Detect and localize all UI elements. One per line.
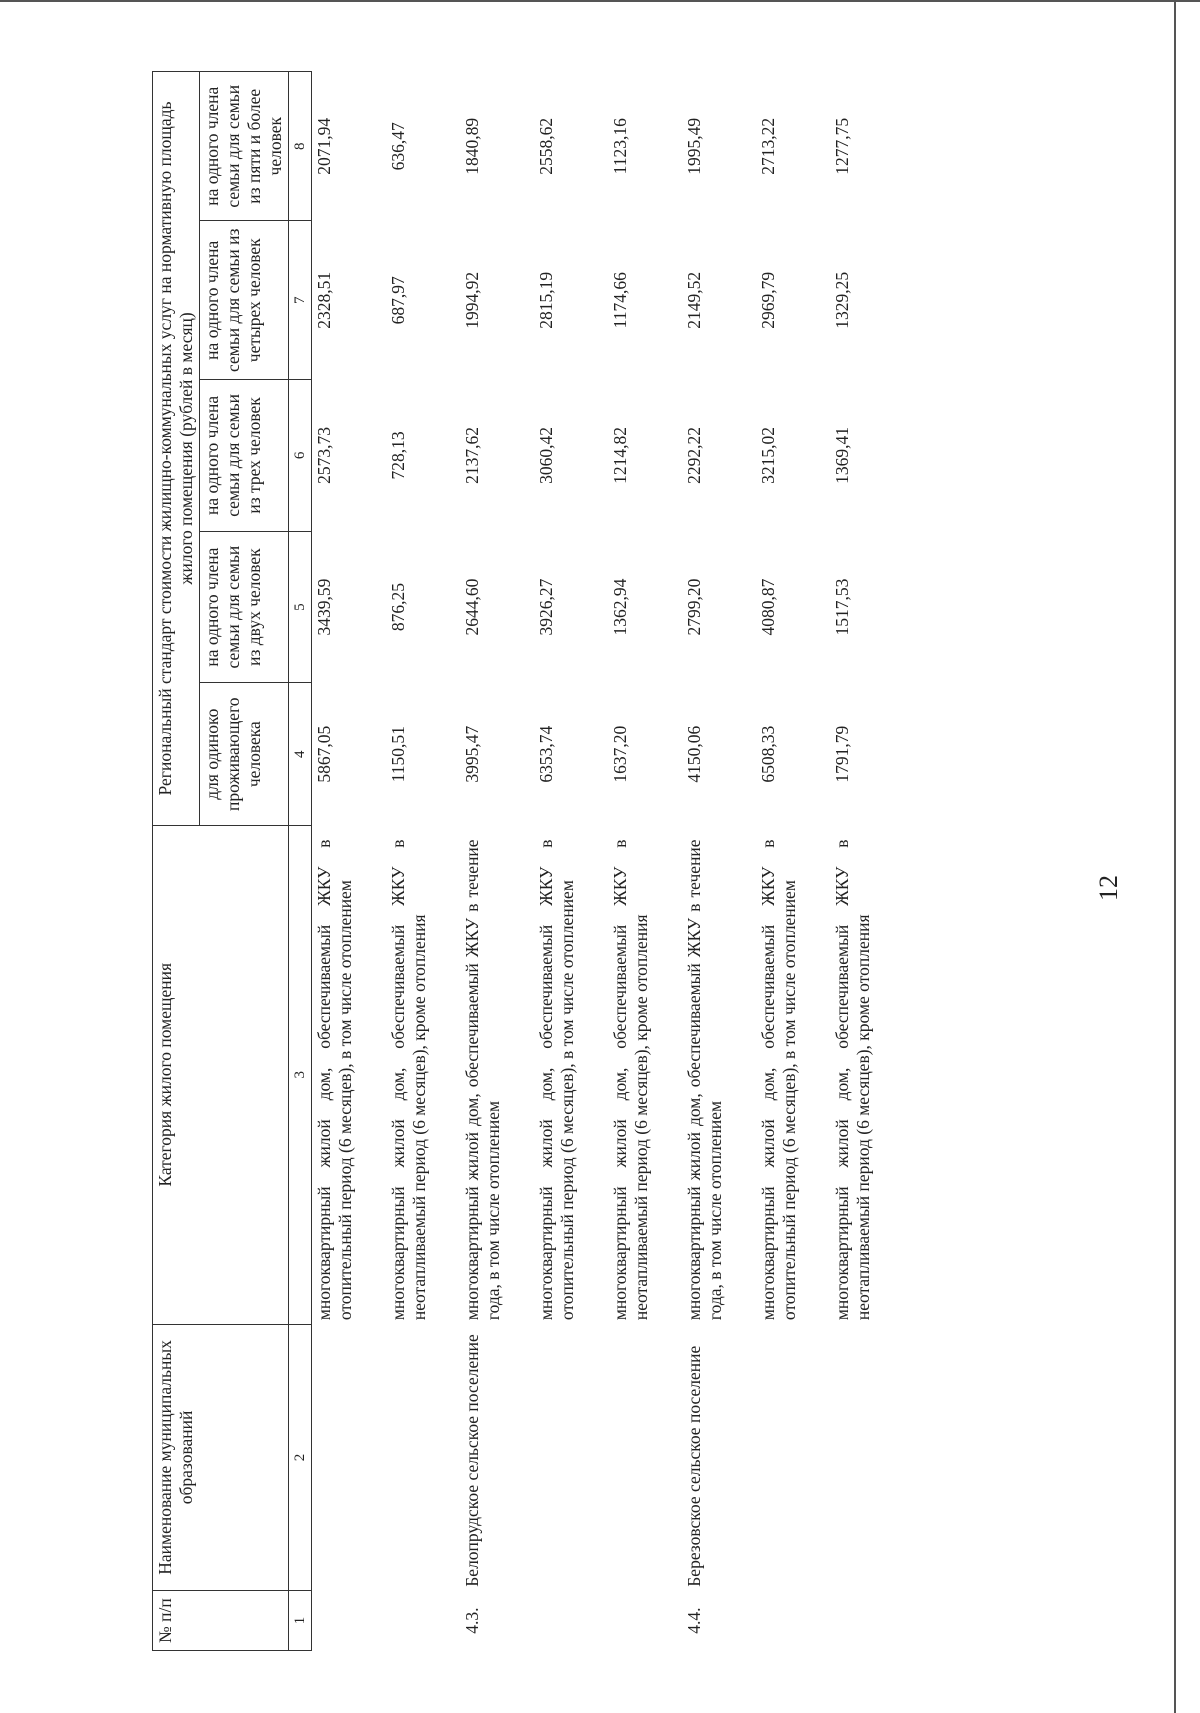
column-number: 8 xyxy=(289,72,312,221)
row-value: 4150,06 xyxy=(684,725,704,783)
row-value: 1362,94 xyxy=(610,578,630,636)
row-municipality xyxy=(312,1324,359,1591)
table-row xyxy=(312,72,359,1651)
row-spacer xyxy=(654,72,682,1651)
row-value: 3926,27 xyxy=(536,578,556,636)
row-value: 2137,62 xyxy=(462,426,482,484)
spacer-cell xyxy=(432,72,460,1651)
column-number: 2 xyxy=(289,1324,312,1591)
row-value: 1329,25 xyxy=(832,271,852,329)
header-group-standard: Региональный стандарт стоимости жилищно-коммунальных услуг на нормативную площадь жилого помещения (рублей в месяц) xyxy=(153,72,200,826)
column-number: 1 xyxy=(289,1591,312,1651)
column-number: 5 xyxy=(289,531,312,683)
row-index xyxy=(386,1591,432,1651)
row-value: 6353,74 xyxy=(536,725,556,783)
row-category: многоквартирный жилой дом, обеспечиваемый ЖКУ в течение года, в том числе отоплением xyxy=(462,839,503,1321)
row-value: 728,13 xyxy=(388,431,408,480)
row-value: 2328,51 xyxy=(314,271,334,329)
header-col-category: Категория жилого помещения xyxy=(153,825,289,1324)
row-spacer xyxy=(432,72,460,1651)
spacer-cell xyxy=(580,72,608,1651)
row-value: 3060,42 xyxy=(536,426,556,484)
row-category: многоквартирный жилой дом, обеспечиваемый ЖКУ в отопительный период (6 месяцев), в том числе отоплением xyxy=(758,839,799,1321)
row-index: 4.4. xyxy=(684,1607,704,1634)
row-value: 2799,20 xyxy=(684,578,704,636)
row-municipality xyxy=(534,1324,580,1591)
header-sub-single: для одиноко проживающего человека xyxy=(200,683,289,825)
row-value: 1994,92 xyxy=(462,271,482,329)
row-municipality xyxy=(756,1324,802,1591)
row-value: 6508,33 xyxy=(758,725,778,783)
row-category: многоквартирный жилой дом, обеспечиваемый ЖКУ в отопительный период (6 месяцев), в том числе отоплением xyxy=(536,839,577,1321)
row-value: 1150,51 xyxy=(388,726,408,783)
row-value: 636,47 xyxy=(388,122,408,171)
row-category: многоквартирный жилой дом, обеспечиваемый ЖКУ в неотапливаемый период (6 месяцев), кроме отопления xyxy=(610,839,651,1321)
row-index xyxy=(756,1591,802,1651)
column-number: 3 xyxy=(289,825,312,1324)
table-row xyxy=(830,72,876,1651)
row-value: 2644,60 xyxy=(462,578,482,636)
row-value: 1277,75 xyxy=(832,117,852,175)
row-index: 4.3. xyxy=(462,1607,482,1634)
header-sub-four: на одного члена семьи для семьи из четырех человек xyxy=(200,221,289,380)
row-value: 1174,66 xyxy=(610,272,630,329)
table-row xyxy=(608,72,654,1651)
header-sub-two: на одного члена семьи для семьи из двух человек xyxy=(200,531,289,683)
header-sub-three: на одного члена семьи для семьи из трех человек xyxy=(200,380,289,532)
spacer-cell xyxy=(728,72,756,1651)
row-value: 876,25 xyxy=(388,583,408,632)
table-row xyxy=(386,72,432,1651)
row-spacer xyxy=(580,72,608,1651)
row-value: 1791,79 xyxy=(832,725,852,783)
row-value: 2573,73 xyxy=(314,426,334,484)
row-value: 1840,89 xyxy=(462,117,482,175)
row-value: 3995,47 xyxy=(462,725,482,783)
row-value: 2071,94 xyxy=(314,117,334,175)
housing-cost-table xyxy=(152,71,876,1651)
spacer-cell xyxy=(506,72,534,1651)
row-category: многоквартирный жилой дом, обеспечиваемый ЖКУ в течение года, в том числе отоплением xyxy=(684,839,725,1321)
row-value: 1637,20 xyxy=(610,725,630,783)
column-number: 4 xyxy=(289,683,312,825)
row-spacer xyxy=(506,72,534,1651)
table-row xyxy=(756,72,802,1651)
row-category: многоквартирный жилой дом, обеспечиваемый ЖКУ в неотапливаемый период (6 месяцев), кроме отопления xyxy=(388,839,429,1321)
row-index xyxy=(608,1591,654,1651)
spacer-cell xyxy=(358,72,386,1651)
table-row xyxy=(460,72,506,1651)
row-spacer xyxy=(728,72,756,1651)
row-value: 2713,22 xyxy=(758,117,778,175)
row-value: 3215,02 xyxy=(758,426,778,484)
row-spacer xyxy=(358,72,386,1651)
row-category: многоквартирный жилой дом, обеспечиваемый ЖКУ в отопительный период (6 месяцев), в том числе отоплением xyxy=(314,839,355,1321)
row-category: многоквартирный жилой дом, обеспечиваемый ЖКУ в неотапливаемый период (6 месяцев), кроме отопления xyxy=(832,839,873,1321)
page-number: 12 xyxy=(1094,875,1123,901)
column-numbers-row xyxy=(289,72,312,1651)
row-value: 2558,62 xyxy=(536,117,556,175)
row-value: 4080,87 xyxy=(758,578,778,636)
row-value: 3439,59 xyxy=(314,578,334,636)
header-sub-five: на одного члена семьи для семьи из пяти и более человек xyxy=(200,72,289,221)
table-row xyxy=(534,72,580,1651)
row-municipality xyxy=(830,1324,876,1591)
row-spacer xyxy=(802,72,830,1651)
row-value: 2292,22 xyxy=(684,426,704,484)
row-value: 1214,82 xyxy=(610,426,630,484)
header-col-municipality: Наименование муниципальных образований xyxy=(153,1324,289,1591)
column-number: 6 xyxy=(289,380,312,532)
header-row-top xyxy=(153,72,200,1651)
row-index xyxy=(830,1591,876,1651)
row-value: 687,97 xyxy=(388,276,408,325)
table-row xyxy=(682,72,728,1651)
row-municipality: Белопрудское сельское поселение xyxy=(462,1334,482,1587)
row-value: 2969,79 xyxy=(758,271,778,329)
row-value: 2149,52 xyxy=(684,271,704,329)
row-index xyxy=(312,1591,359,1651)
row-municipality xyxy=(608,1324,654,1591)
row-value: 2815,19 xyxy=(536,271,556,329)
spacer-cell xyxy=(802,72,830,1651)
row-municipality xyxy=(386,1324,432,1591)
column-number: 7 xyxy=(289,221,312,380)
row-index xyxy=(534,1591,580,1651)
row-value: 1123,16 xyxy=(610,118,630,175)
row-municipality: Березовское сельское поселение xyxy=(684,1345,704,1587)
spacer-cell xyxy=(654,72,682,1651)
row-value: 5867,05 xyxy=(314,725,334,783)
table-body xyxy=(312,72,877,1651)
row-value: 1369,41 xyxy=(832,426,852,484)
row-value: 1995,49 xyxy=(684,117,704,175)
row-value: 1517,53 xyxy=(832,578,852,636)
header-col-index: № п/п xyxy=(153,1591,289,1651)
